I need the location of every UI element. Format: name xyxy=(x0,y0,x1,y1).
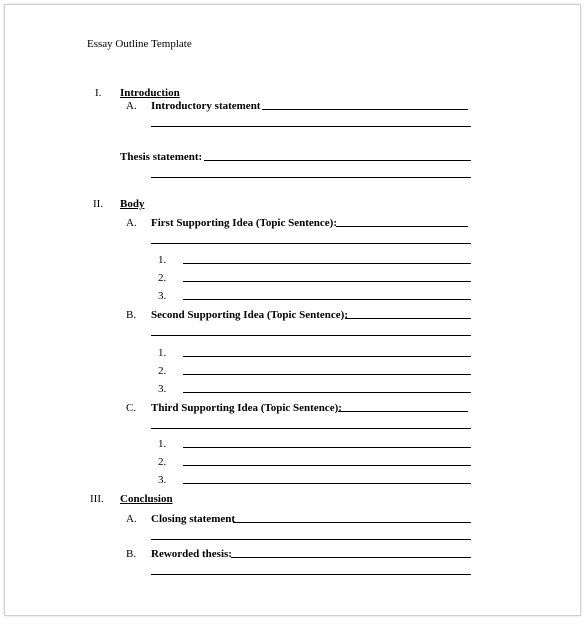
conclusion-a-blank-2[interactable] xyxy=(151,539,471,540)
conclusion-b-blank-2[interactable] xyxy=(151,574,471,575)
body-a-blank-1[interactable] xyxy=(336,226,468,227)
intro-a-label: Introductory statement xyxy=(151,100,261,112)
body-a-item-2-blank[interactable] xyxy=(183,281,471,282)
body-c-blank-1[interactable] xyxy=(338,411,468,412)
conclusion-b-letter: B. xyxy=(126,548,137,560)
body-b-num-2: 2. xyxy=(158,365,167,377)
intro-a-letter: A. xyxy=(126,100,137,112)
conclusion-heading: Conclusion xyxy=(120,493,173,505)
body-c-num-3: 3. xyxy=(158,474,167,486)
body-b-label: Second Supporting Idea (Topic Sentence): xyxy=(151,309,349,321)
body-c-item-2-blank[interactable] xyxy=(183,465,471,466)
body-a-item-3-blank[interactable] xyxy=(183,299,471,300)
body-c-blank-2[interactable] xyxy=(151,428,471,429)
body-c-num-1: 1. xyxy=(158,438,167,450)
intro-a-blank-2[interactable] xyxy=(151,126,471,127)
intro-a-blank-1[interactable] xyxy=(262,109,468,110)
body-a-num-3: 3. xyxy=(158,290,167,302)
body-c-item-3-blank[interactable] xyxy=(183,483,471,484)
body-a-letter: A. xyxy=(126,217,137,229)
body-c-letter: C. xyxy=(126,402,137,414)
intro-numeral: I. xyxy=(95,87,102,99)
body-numeral: II. xyxy=(93,198,104,210)
intro-heading: Introduction xyxy=(120,87,180,99)
document-page xyxy=(4,4,581,616)
conclusion-b-blank-1[interactable] xyxy=(231,557,471,558)
body-b-blank-1[interactable] xyxy=(345,318,471,319)
body-c-num-2: 2. xyxy=(158,456,167,468)
body-a-num-1: 1. xyxy=(158,254,167,266)
body-b-num-1: 1. xyxy=(158,347,167,359)
body-a-blank-2[interactable] xyxy=(151,243,471,244)
conclusion-a-label: Closing statement xyxy=(151,513,236,525)
body-a-num-2: 2. xyxy=(158,272,167,284)
conclusion-numeral: III. xyxy=(90,493,104,505)
document-title: Essay Outline Template xyxy=(87,38,192,50)
body-a-label: First Supporting Idea (Topic Sentence): xyxy=(151,217,337,229)
conclusion-a-blank-1[interactable] xyxy=(233,522,471,523)
body-heading: Body xyxy=(120,198,145,210)
body-b-num-3: 3. xyxy=(158,383,167,395)
body-b-letter: B. xyxy=(126,309,137,321)
body-b-blank-2[interactable] xyxy=(151,335,471,336)
body-b-item-3-blank[interactable] xyxy=(183,392,471,393)
thesis-blank-1[interactable] xyxy=(204,160,471,161)
thesis-blank-2[interactable] xyxy=(151,177,471,178)
body-b-item-2-blank[interactable] xyxy=(183,374,471,375)
body-b-item-1-blank[interactable] xyxy=(183,356,471,357)
body-c-label: Third Supporting Idea (Topic Sentence): xyxy=(151,402,342,414)
conclusion-a-letter: A. xyxy=(126,513,137,525)
body-c-item-1-blank[interactable] xyxy=(183,447,471,448)
conclusion-b-label: Reworded thesis: xyxy=(151,548,232,560)
body-a-item-1-blank[interactable] xyxy=(183,263,471,264)
thesis-label: Thesis statement: xyxy=(120,151,203,163)
